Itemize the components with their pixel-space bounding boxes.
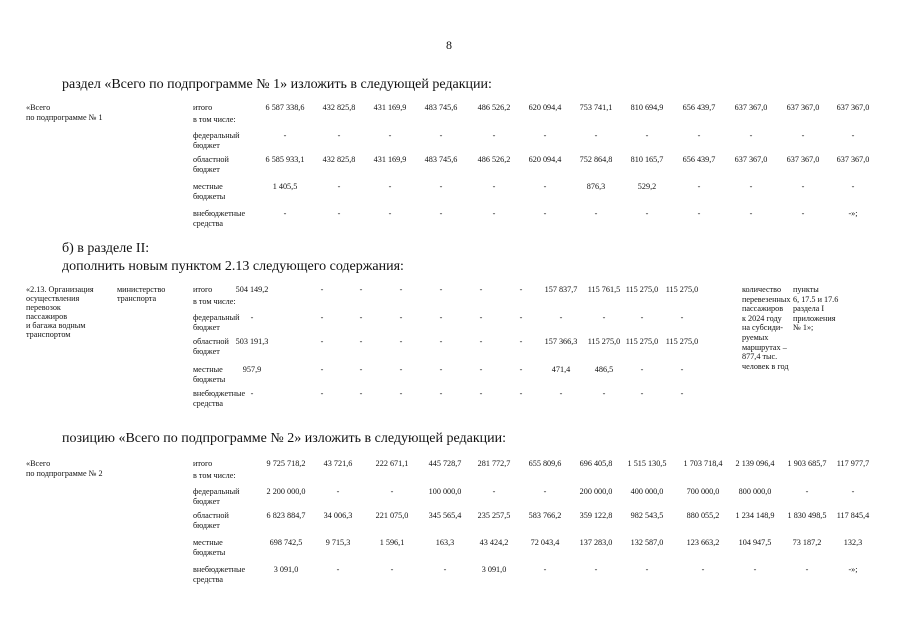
reference-points: приложения: [793, 313, 836, 323]
value-cell: -»;: [848, 565, 858, 574]
value-cell: -: [388, 209, 392, 218]
value-cell: 982 543,5: [630, 511, 664, 520]
value-cell: -: [492, 182, 496, 191]
value-cell: 1 596,1: [379, 538, 405, 547]
value-cell: -: [492, 209, 496, 218]
value-cell: 637 367,0: [836, 103, 870, 112]
source-label: федеральный: [193, 131, 240, 140]
value-cell: -: [851, 487, 855, 496]
section-heading-2a: б) в разделе II:: [62, 241, 150, 256]
source-label: бюджеты: [193, 192, 226, 201]
value-cell: 620 094,4: [528, 103, 562, 112]
value-cell: 504 149,2: [235, 285, 269, 294]
value-cell: -: [749, 131, 753, 140]
value-cell: -: [439, 365, 443, 374]
source-label: бюджеты: [193, 375, 226, 384]
section-heading-2b: дополнить новым пунктом 2.13 следующего содержания:: [62, 259, 404, 274]
value-cell: 1 234 148,9: [735, 511, 775, 520]
source-label: внебюджетные: [193, 389, 246, 398]
value-cell: -: [594, 565, 598, 574]
value-cell: -: [492, 487, 496, 496]
page-number: 8: [446, 38, 452, 52]
value-cell: -: [337, 131, 341, 140]
row-title: по подпрограмме № 2: [26, 469, 103, 478]
value-cell: -: [320, 337, 324, 346]
value-cell: 123 663,2: [686, 538, 720, 547]
source-label: областной: [193, 511, 229, 520]
value-cell: -: [399, 365, 403, 374]
value-cell: -: [851, 131, 855, 140]
value-cell: -: [359, 285, 363, 294]
value-cell: -: [439, 285, 443, 294]
value-cell: -: [390, 565, 394, 574]
value-cell: -: [443, 565, 447, 574]
value-cell: 471,4: [551, 365, 571, 374]
value-cell: 957,9: [242, 365, 262, 374]
source-label: местные: [193, 538, 223, 547]
value-cell: 752 864,8: [579, 155, 613, 164]
source-label: средства: [193, 399, 224, 408]
measure-name: «2.13. Организация: [26, 285, 94, 294]
value-cell: -: [492, 131, 496, 140]
indicator: руемых: [742, 333, 769, 342]
value-cell: -: [559, 313, 563, 322]
source-label: итого: [193, 459, 213, 468]
value-cell: 432 825,8: [322, 155, 356, 164]
value-cell: -: [697, 182, 701, 191]
value-cell: 1 903 685,7: [787, 459, 827, 468]
value-cell: -: [479, 365, 483, 374]
value-cell: -: [543, 131, 547, 140]
source-label: бюджет: [193, 165, 220, 174]
value-cell: -: [543, 565, 547, 574]
value-cell: 359 122,8: [579, 511, 613, 520]
value-cell: 656 439,7: [682, 155, 716, 164]
value-cell: -: [543, 487, 547, 496]
value-cell: 3 091,0: [481, 565, 507, 574]
value-cell: 2 139 096,4: [735, 459, 775, 468]
value-cell: -: [640, 365, 644, 374]
measure-name: и багажа водным: [26, 321, 86, 330]
value-cell: 9 715,3: [325, 538, 351, 547]
value-cell: -: [479, 313, 483, 322]
indicator: перевезенных: [742, 294, 791, 304]
value-cell: 529,2: [637, 182, 657, 191]
value-cell: -: [439, 182, 443, 191]
row-title: по подпрограмме № 1: [26, 113, 103, 122]
value-cell: 43 721,6: [323, 459, 353, 468]
value-cell: 637 367,0: [786, 103, 820, 112]
value-cell: 117 845,4: [836, 511, 870, 520]
value-cell: -: [519, 365, 523, 374]
value-cell: -»;: [848, 209, 858, 218]
value-cell: 698 742,5: [269, 538, 303, 547]
value-cell: 583 766,2: [528, 511, 562, 520]
indicator: к 2024 году: [742, 313, 782, 323]
value-cell: -: [801, 182, 805, 191]
value-cell: -: [645, 131, 649, 140]
value-cell: 637 367,0: [734, 103, 768, 112]
source-label: средства: [193, 219, 224, 228]
value-cell: 281 772,7: [477, 459, 511, 468]
value-cell: 235 257,5: [477, 511, 511, 520]
value-cell: -: [519, 285, 523, 294]
value-cell: -: [680, 313, 684, 322]
reference-points: раздела I: [793, 304, 825, 314]
value-cell: 1 515 130,5: [627, 459, 667, 468]
value-cell: 6 585 933,1: [265, 155, 305, 164]
row-title: «Всего: [26, 459, 51, 468]
value-cell: -: [519, 337, 523, 346]
source-label: бюджет: [193, 347, 220, 356]
value-cell: -: [479, 389, 483, 398]
value-cell: -: [283, 131, 287, 140]
source-label: местные: [193, 182, 223, 191]
value-cell: 2 200 000,0: [266, 487, 306, 496]
value-cell: -: [320, 285, 324, 294]
value-cell: -: [399, 337, 403, 346]
reference-points: пункты: [793, 285, 819, 294]
value-cell: -: [359, 337, 363, 346]
row-title: «Всего: [26, 103, 51, 112]
value-cell: -: [390, 487, 394, 496]
reference-points: № 1»;: [793, 323, 814, 333]
indicator: маршрутах –: [742, 342, 787, 352]
value-cell: -: [594, 131, 598, 140]
value-cell: 483 745,6: [424, 155, 458, 164]
value-cell: 157 837,7: [544, 285, 578, 294]
value-cell: 637 367,0: [734, 155, 768, 164]
measure-name: пассажиров: [26, 312, 68, 321]
value-cell: 503 191,3: [235, 337, 269, 346]
measure-name: перевозок: [26, 303, 61, 312]
value-cell: -: [801, 209, 805, 218]
indicator: пассажиров: [742, 304, 784, 314]
value-cell: 431 169,9: [373, 103, 407, 112]
value-cell: 637 367,0: [836, 155, 870, 164]
value-cell: 637 367,0: [786, 155, 820, 164]
value-cell: -: [479, 337, 483, 346]
value-cell: 1 830 498,5: [787, 511, 827, 520]
indicator: человек в год: [742, 361, 789, 371]
source-label: средства: [193, 575, 224, 584]
value-cell: 3 091,0: [273, 565, 299, 574]
value-cell: -: [283, 209, 287, 218]
source-label: бюджеты: [193, 548, 226, 557]
value-cell: -: [399, 285, 403, 294]
value-cell: 655 809,6: [528, 459, 562, 468]
value-cell: -: [680, 365, 684, 374]
value-cell: 696 405,8: [579, 459, 613, 468]
source-label: местные: [193, 365, 223, 374]
value-cell: 200 000,0: [579, 487, 613, 496]
source-label: федеральный: [193, 313, 240, 322]
value-cell: -: [388, 131, 392, 140]
value-cell: 753 741,1: [579, 103, 613, 112]
value-cell: 115 275,0: [625, 337, 659, 346]
value-cell: -: [701, 565, 705, 574]
value-cell: -: [805, 565, 809, 574]
value-cell: -: [749, 182, 753, 191]
value-cell: 43 424,2: [479, 538, 509, 547]
value-cell: 222 671,1: [375, 459, 409, 468]
value-cell: -: [439, 209, 443, 218]
value-cell: 6 587 338,6: [265, 103, 305, 112]
value-cell: -: [359, 365, 363, 374]
value-cell: -: [320, 389, 324, 398]
measure-name: транспортом: [26, 330, 71, 339]
value-cell: -: [640, 313, 644, 322]
value-cell: 486 526,2: [477, 103, 511, 112]
value-cell: -: [519, 313, 523, 322]
value-cell: 157 366,3: [544, 337, 578, 346]
value-cell: -: [543, 182, 547, 191]
value-cell: 810 694,9: [630, 103, 664, 112]
value-cell: 72 043,4: [530, 538, 560, 547]
value-cell: -: [697, 209, 701, 218]
source-label: в том числе:: [193, 471, 236, 480]
value-cell: -: [439, 313, 443, 322]
value-cell: -: [602, 313, 606, 322]
value-cell: -: [640, 389, 644, 398]
value-cell: 9 725 718,2: [266, 459, 306, 468]
value-cell: 400 000,0: [630, 487, 664, 496]
value-cell: -: [559, 389, 563, 398]
source-label: внебюджетные: [193, 209, 246, 218]
value-cell: -: [645, 565, 649, 574]
value-cell: -: [399, 313, 403, 322]
executor: транспорта: [117, 294, 157, 303]
value-cell: -: [645, 209, 649, 218]
value-cell: 432 825,8: [322, 103, 356, 112]
value-cell: 880 055,2: [686, 511, 720, 520]
value-cell: 486 526,2: [477, 155, 511, 164]
value-cell: 1 703 718,4: [683, 459, 723, 468]
value-cell: 115 275,0: [665, 285, 699, 294]
value-cell: 431 169,9: [373, 155, 407, 164]
value-cell: -: [399, 389, 403, 398]
value-cell: -: [320, 313, 324, 322]
value-cell: -: [439, 131, 443, 140]
value-cell: 445 728,7: [428, 459, 462, 468]
value-cell: -: [250, 389, 254, 398]
value-cell: -: [851, 182, 855, 191]
value-cell: -: [801, 131, 805, 140]
executor: министерство: [117, 285, 166, 294]
source-label: в том числе:: [193, 115, 236, 124]
value-cell: -: [337, 182, 341, 191]
source-label: бюджет: [193, 323, 220, 332]
value-cell: 345 565,4: [428, 511, 462, 520]
value-cell: 486,5: [594, 365, 614, 374]
reference-points: 6, 17.5 и 17.6: [793, 294, 839, 304]
source-label: федеральный: [193, 487, 240, 496]
indicator: количество: [742, 285, 782, 294]
value-cell: 6 823 884,7: [266, 511, 306, 520]
value-cell: 620 094,4: [528, 155, 562, 164]
value-cell: 810 165,7: [630, 155, 664, 164]
value-cell: 117 977,7: [836, 459, 870, 468]
value-cell: -: [749, 209, 753, 218]
source-label: бюджет: [193, 141, 220, 150]
source-label: бюджет: [193, 497, 220, 506]
value-cell: -: [250, 313, 254, 322]
source-label: бюджет: [193, 521, 220, 530]
value-cell: 163,3: [435, 538, 455, 547]
source-label: внебюджетные: [193, 565, 246, 574]
value-cell: -: [336, 487, 340, 496]
value-cell: 132,3: [843, 538, 863, 547]
value-cell: -: [359, 313, 363, 322]
source-label: в том числе:: [193, 297, 236, 306]
value-cell: -: [594, 209, 598, 218]
value-cell: -: [359, 389, 363, 398]
indicator: на субсиди-: [742, 323, 784, 333]
value-cell: -: [602, 389, 606, 398]
value-cell: 115 275,0: [587, 337, 621, 346]
value-cell: -: [439, 389, 443, 398]
value-cell: -: [336, 565, 340, 574]
measure-name: осуществления: [26, 294, 80, 303]
source-label: областной: [193, 337, 229, 346]
value-cell: -: [320, 365, 324, 374]
value-cell: -: [805, 487, 809, 496]
value-cell: 876,3: [586, 182, 606, 191]
value-cell: -: [753, 565, 757, 574]
value-cell: -: [543, 209, 547, 218]
source-label: итого: [193, 103, 213, 112]
value-cell: -: [697, 131, 701, 140]
value-cell: 656 439,7: [682, 103, 716, 112]
value-cell: -: [337, 209, 341, 218]
value-cell: 115 761,5: [587, 285, 621, 294]
source-label: областной: [193, 155, 229, 164]
value-cell: 115 275,0: [665, 337, 699, 346]
value-cell: 483 745,6: [424, 103, 458, 112]
value-cell: 73 187,2: [792, 538, 822, 547]
value-cell: -: [479, 285, 483, 294]
value-cell: 100 000,0: [428, 487, 462, 496]
section-heading-3: позицию «Всего по подпрограмме № 2» изложить в следующей редакции:: [62, 431, 507, 446]
value-cell: -: [519, 389, 523, 398]
value-cell: 137 283,0: [579, 538, 613, 547]
value-cell: 104 947,5: [738, 538, 772, 547]
indicator: 877,4 тыс.: [742, 352, 778, 362]
value-cell: 1 405,5: [272, 182, 298, 191]
value-cell: 800 000,0: [738, 487, 772, 496]
source-label: итого: [193, 285, 213, 294]
section-heading-1: раздел «Всего по подпрограмме № 1» изложить в следующей редакции:: [62, 77, 492, 92]
value-cell: 115 275,0: [625, 285, 659, 294]
value-cell: 132 587,0: [630, 538, 664, 547]
value-cell: -: [388, 182, 392, 191]
value-cell: -: [439, 337, 443, 346]
value-cell: 221 075,0: [375, 511, 409, 520]
value-cell: 34 006,3: [323, 511, 353, 520]
value-cell: -: [680, 389, 684, 398]
value-cell: 700 000,0: [686, 487, 720, 496]
